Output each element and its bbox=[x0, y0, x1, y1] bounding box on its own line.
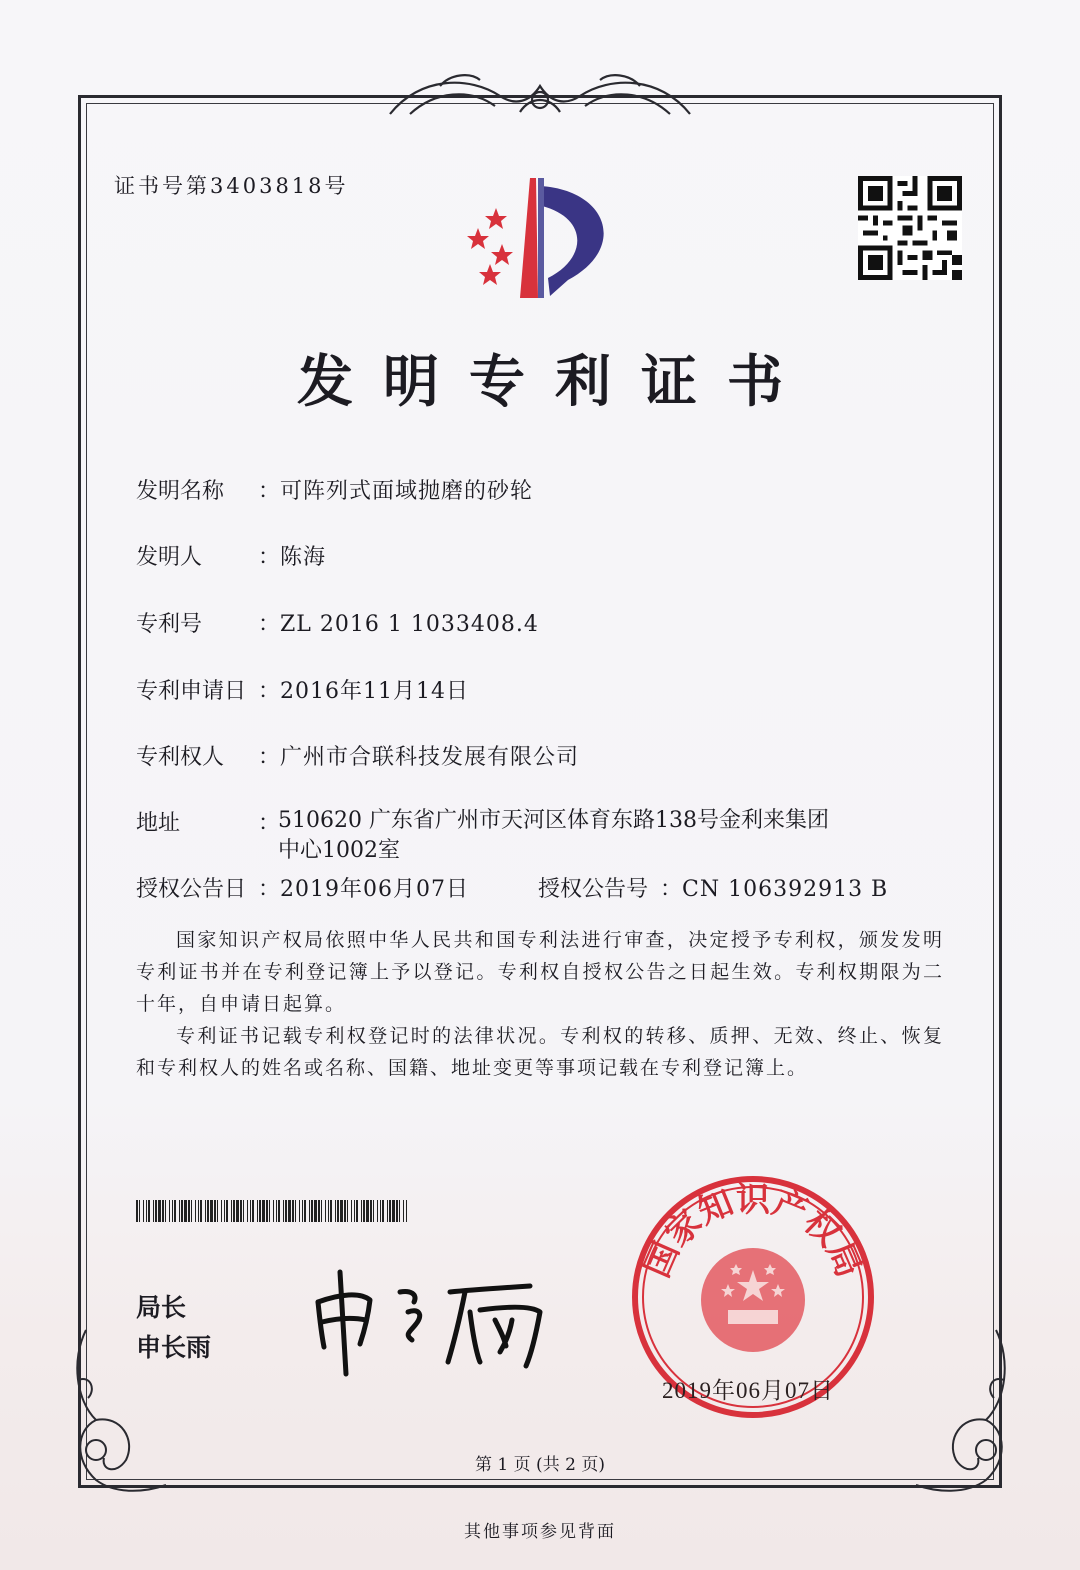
field-label: 地址 bbox=[136, 811, 181, 836]
seal-date: 2019年06月07日 bbox=[662, 1378, 834, 1403]
field-grant-no: 授权公告号 ：CN 106392913 B bbox=[538, 872, 888, 903]
grant-no-value: CN 106392913 B bbox=[682, 877, 889, 902]
patentee-value: 广州市合联科技发展有限公司 bbox=[280, 745, 580, 770]
patent-no-value: ZL 2016 1 1033408.4 bbox=[280, 612, 539, 637]
top-ornament-icon bbox=[380, 66, 700, 124]
director-title: 局长 bbox=[136, 1293, 187, 1322]
field-label: 发明名称 bbox=[136, 479, 225, 504]
qr-code-icon bbox=[858, 176, 962, 280]
field-label: 专利号 bbox=[136, 612, 203, 637]
field-address: 地址 ： bbox=[136, 806, 280, 837]
field-label: 专利申请日 bbox=[136, 679, 247, 704]
field-inventor: 发明人 ：陈海 bbox=[136, 540, 326, 571]
svg-text:国家知识产权局: 国家知识产权局 bbox=[637, 1180, 869, 1284]
field-patent-no: 专利号 ：ZL 2016 1 1033408.4 bbox=[136, 607, 539, 638]
field-label: 专利权人 bbox=[136, 745, 225, 770]
address-value: 510620 广东省广州市天河区体育东路138号金利来集团中心1002室 bbox=[278, 808, 829, 863]
field-grant-date: 授权公告日 ：2019年06月07日 bbox=[136, 872, 469, 903]
invention-name-value: 可阵列式面域抛磨的砂轮 bbox=[280, 479, 534, 504]
barcode-icon bbox=[136, 1200, 408, 1222]
field-label: 授权公告号 bbox=[538, 877, 649, 902]
field-label: 发明人 bbox=[136, 545, 203, 570]
page-title: 发明专利证书 bbox=[297, 349, 813, 415]
field-filing-date: 专利申请日 ：2016年11月14日 bbox=[136, 674, 469, 705]
field-invention-name: 发明名称 ：可阵列式面域抛磨的砂轮 bbox=[136, 474, 533, 505]
director-name: 申长雨 bbox=[136, 1333, 212, 1362]
filing-date-value: 2016年11月14日 bbox=[280, 679, 469, 704]
cnipa-logo-icon bbox=[458, 168, 628, 308]
page-number: 第 1 页 (共 2 页) bbox=[475, 1455, 605, 1475]
footer-note: 其他事项参见背面 bbox=[464, 1522, 616, 1542]
paragraph-legal-status: 专利证书记载专利权登记时的法律状况。专利权的转移、质押、无效、终止、恢复和专利权人的姓名或名称、国籍、地址变更等事项记载在专利登记簿上。 bbox=[136, 1025, 944, 1079]
certificate-number: 证书号第3403818号 bbox=[114, 174, 349, 198]
field-label: 授权公告日 bbox=[136, 877, 247, 902]
inventor-value: 陈海 bbox=[280, 545, 327, 570]
field-patentee: 专利权人 ：广州市合联科技发展有限公司 bbox=[136, 740, 579, 771]
grant-date-value: 2019年06月07日 bbox=[280, 877, 469, 902]
paragraph-grant-statement: 国家知识产权局依照中华人民共和国专利法进行审查，决定授予专利权，颁发发明专利证书并在专利登记簿上予以登记。专利权自授权公告之日起生效。专利权期限为二十年，自申请日起算。 bbox=[136, 929, 944, 1015]
handwritten-signature bbox=[300, 1262, 560, 1382]
